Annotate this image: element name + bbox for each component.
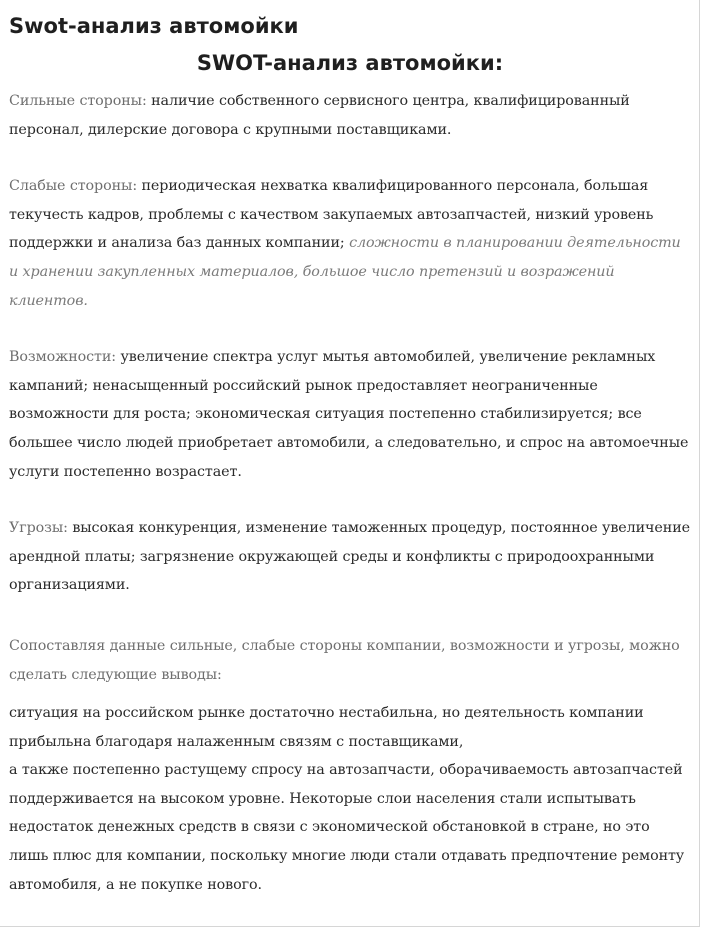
strengths-paragraph [9, 87, 691, 144]
conclusion-line-1: ситуация на российском рынке достаточно нестабильна, но деятельность компании прибыльна благодаря налаженным связям с поставщиками, [9, 705, 644, 750]
weaknesses-label: Слабые стороны: [9, 178, 142, 195]
conclusion-line-2: а также постепенно растущему спросу на автозапчасти, оборачиваемость автозапчастей поддерживается на высоком уровне. Некоторые слои населения стали испытывать недостаток денежных средств в связи с экономической обстановкой в стране, но это лишь плюс для компании, поскольку многие люди стали отдавать предпочтение ремонту автомобиля, а не покупке нового. [9, 762, 685, 893]
swot-heading: SWOT-анализ автомойки: [196, 51, 504, 75]
threats-text: высокая конкуренция, изменение таможенных процедур, постоянное увеличение арендной платы; загрязнение окружающей среды и конфликты с природоохранными организациями. [9, 520, 690, 594]
strengths-text: наличие собственного сервисного центра, квалифицированный персонал, дилерские договора с крупными поставщиками. [9, 93, 630, 138]
threats-paragraph [9, 514, 691, 600]
opportunities-label: Возможности: [9, 349, 121, 366]
comparison-paragraph: Сопоставляя данные сильные, слабые стороны компании, возможности и угрозы, можно сделать следующие выводы: [9, 637, 680, 683]
threats-label: Угрозы: [9, 520, 73, 537]
weaknesses-paragraph [9, 172, 691, 315]
page-title: Swot-анализ автомойки [9, 14, 299, 38]
opportunities-text: увеличение спектра услуг мытья автомобилей, увеличение рекламных кампаний; ненасыщенный российский рынок предоставляет неограниченные возможности для роста; экономическая ситуация постепенно стабилизируется; все большее число людей приобретает автомобили, а следовательно, и спрос на автомоечные услуги постепенно возрастает. [9, 349, 689, 480]
conclusion-paragraph [9, 699, 691, 899]
strengths-label: Сильные стороны: [9, 93, 152, 109]
opportunities-paragraph [9, 343, 691, 486]
weaknesses-text: периодическая нехватка квалифицированного персонала, большая текучесть кадров, проблемы с качеством закупаемых автозапчастей, низкий уровень поддержки и анализа баз данных компании; [9, 178, 654, 252]
weaknesses-italic-text: сложности в планировании деятельности и хранении закупленных материалов, большое число претензий и возражений клиентов. [9, 235, 681, 309]
